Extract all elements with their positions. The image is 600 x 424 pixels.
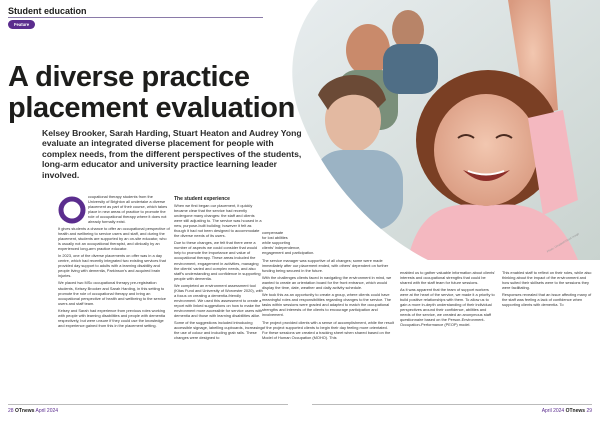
paragraph: enabled us to gather valuable information about clients' interests and occupational strengths that could be shared with the staff team for future sessions. <box>400 270 496 286</box>
wrap-line: while supporting <box>262 240 291 246</box>
paragraph: This enabled staff to reflect on their roles, while also thinking about the impact of the environment and how suited their skillsets were to the sessions they were facilitating. <box>502 270 592 291</box>
magazine-name: OTnews <box>565 408 586 414</box>
paragraph: We placed two MSc occupational therapy pre-registration students, Kelsey Brooker and Sarah Harding, in this setting to promote the role of occupational therapy and bring an occupational perspective of health and wellbeing to the service users and staff team. <box>58 280 166 306</box>
paragraph: With the challenges clients faced in navigating the environment in mind, we wanted to create an orientation board for the front entrance, which would display the time, date, weather and daily activity schedule. <box>262 275 392 291</box>
issue-date: April 2024 <box>541 408 565 414</box>
paragraph: We took this as an opportunity to create a group, where clients could have meaningful roles and responsibilities regarding changes to the service. The tasks within sessions were graded and adapted to match the occupational strengths and interests of the clients to encourage participation and involvement. <box>262 292 392 318</box>
wrap-line: for lost abilities <box>262 235 288 241</box>
paragraph: We completed an environment assessment tool (Kitas Fund and University of Worcester 2020), with a focus on creating a dementia-friendly environment. We used this assessment to create a report with linked suggestions on how to make the environment more accessible for service users with dementia and those with learning disabilities alike. <box>174 282 263 318</box>
dropcap-o <box>58 196 86 224</box>
section-title: Student education <box>8 6 87 16</box>
paragraph: Due to these changes, we felt that there were a number of aspects we could consider that would help to promote the importance and value of occupational therapy. These areas included the environment, engagement in activities, managing the clients' varied and complex needs, and also staff's understanding and confidence in supporting people with dementia. <box>174 240 261 281</box>
column-3 <box>262 258 394 342</box>
column-1-intro <box>88 194 170 226</box>
page-number: 29 <box>586 408 592 414</box>
footer-rule-left <box>8 404 288 405</box>
paragraph: When we first began our placement, it quickly became clear that the service had recently undergone many changes: the staff and clients were still adjusting to. The service was housed in a new, purpose-built building; however it felt as though it had not been designed to accommodate the diverse needs of its users. <box>174 203 262 239</box>
article-headline: A diverse practice placement evaluation <box>8 61 295 124</box>
column-3-wrap <box>262 230 322 255</box>
folio-right <box>542 408 592 414</box>
paragraph: In 2023, one of the diverse placements on offer was in a day centre, which had recently integrated two existing services that provided day support to adults with a learning disability and people living with dementia, Parkinson's and acquired brain injuries. <box>58 253 166 279</box>
column-4 <box>400 270 496 330</box>
wrap-line: compensate <box>262 230 284 235</box>
article-standfirst: Kelsey Brooker, Sarah Harding, Stuart Heaton and Audrey Yong evaluate an integrated diverse placement for people with complex needs, from the different perspectives of the students, long-arm educator and university practice learning leader involved. <box>42 128 302 180</box>
footer-rule-right <box>312 404 592 405</box>
page-number: 28 <box>8 408 14 414</box>
paragraph: The project provided clients with a sense of accomplishment, while the result of the project supported clients to begin their day feeling more orientated. For these sessions we created a tracking sheet when shared based on the Model of Human Occupation (MOHO). This <box>262 319 394 340</box>
column-1 <box>58 226 170 330</box>
wrap-line: engagement and participation. <box>262 250 315 256</box>
photo-credit: Photo: Unsplash/Stock image <box>546 231 580 254</box>
issue-date: April 2024 <box>35 408 59 414</box>
paragraph: The service manager was supportive of all changes; some were made immediately after our placement ended, with others' dependent on further funding being secured in the future. <box>262 258 389 274</box>
feature-badge: Feature <box>8 20 35 29</box>
paragraph: Kelsey and Sarah had experience from previous roles working with people with learning disabilities and people with dementia respectively, but were unsure if they could use the knowledge and experience gained from this in the placement setting. <box>58 307 166 328</box>
wrap-line: clients' independence, <box>262 245 301 251</box>
column-2 <box>174 196 264 342</box>
paragraph: It gives students a chance to offer an occupational perspective of health and wellbeing to service users and staff, and during the placement, students are supported by an on-site educator, who is usually not an occupational therapist, and clinically by an experienced long-arm practice educator. <box>58 226 170 252</box>
header-rule <box>8 17 263 18</box>
magazine-name: OTnews <box>14 408 35 414</box>
intro-paragraph: ccupational therapy students from the University of Brighton all undertake a diverse placement as part of their course, which takes place in new areas of practice to promote the role of occupational therapy where it does not already formally exist. <box>88 194 168 225</box>
paragraph: Some of the suggestions included introducing accessible signage, labelling cupboards, increasing the use of colour and including grab rails. These changes were designed to <box>174 320 263 341</box>
paragraph: Responses revealed that an issue affecting many of the staff was feeling a lack of confidence when supporting clients with dementia. To <box>502 292 592 308</box>
column-5 <box>502 270 594 309</box>
subheading: The student experience <box>174 196 230 202</box>
paragraph: As it was apparent that the team of support workers were at the heart of the service, we made it a priority to build positive relationships with them. To allow us to gain a more in-depth understanding of their individual perspectives around their confidence, abilities and needs of the service, we created an anonymous staff questionnaire based on the Person-Environment-Occupation-Performance (PEOP) model. <box>400 287 495 328</box>
folio-left <box>8 408 58 414</box>
